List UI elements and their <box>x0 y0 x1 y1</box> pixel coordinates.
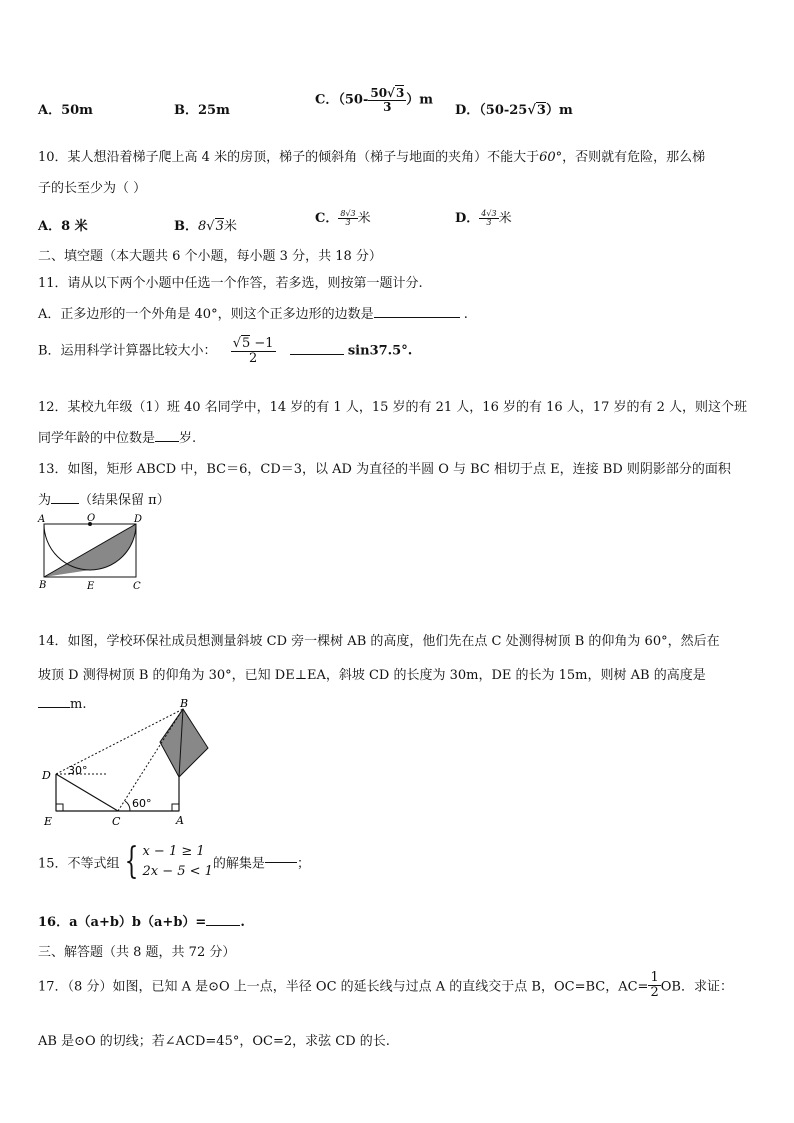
answer-blank[interactable] <box>374 317 460 318</box>
q10-option-c: C． $\frac{8√3}{3}$ 米 <box>315 208 371 227</box>
q12-line1: 12．某校九年级（1）班 40 名同学中，14 岁的有 1 人，15 岁的有 21 人，16 岁的有 16 人，17 岁的有 2 人，则这个班 <box>38 400 748 415</box>
q16: 16．a（a+b）b（a+b）= . <box>38 915 245 930</box>
q13-label-b: B <box>39 580 47 591</box>
q11-b-fraction: $\frac{√5 -1}{2}$ <box>232 336 274 366</box>
q14-label-a: A <box>176 814 184 827</box>
answer-blank[interactable] <box>51 503 79 504</box>
q9-option-b: B．25m <box>174 103 230 118</box>
q15: 15．不等式组 { x − 1 ≥ 1 2x − 5 < 1 的解集是 ； <box>38 841 310 882</box>
q14-line3: m. <box>38 697 86 712</box>
q9-option-d: D．（50-25√3）m <box>455 103 573 118</box>
q10-option-a: A．8 米 <box>38 219 88 234</box>
q14-angle-60: 60° <box>132 797 152 810</box>
q14-label-d: D <box>42 769 51 782</box>
q14-label-c: C <box>112 815 121 828</box>
q12-line2: 同学年龄的中位数是 岁. <box>38 431 197 446</box>
section2-heading: 二、填空题（本大题共 6 个小题，每小题 3 分，共 18 分） <box>38 249 382 264</box>
q11-a: A．正多边形的一个外角是 40°，则这个正多边形的边数是 . <box>38 307 468 322</box>
q11-intro: 11．请从以下两个小题中任选一个作答，若多选，则按第一题计分. <box>38 276 423 291</box>
q9-option-a: A．50m <box>38 103 93 118</box>
q15-system: x − 1 ≥ 1 2x − 5 < 1 <box>142 844 213 879</box>
q14-slope-cd <box>56 774 118 811</box>
q13-label-d: D <box>134 514 143 525</box>
q14-line1: 14．如图，学校环保社成员想测量斜坡 CD 旁一棵树 AB 的高度，他们先在点 C 处测得树顶 B 的仰角为 60°，然后在 <box>38 634 720 649</box>
q15-brace: { <box>124 841 138 882</box>
q17-fraction: $\frac{1}{2}$ <box>650 970 659 1000</box>
answer-blank[interactable] <box>265 862 297 863</box>
q13-label-o: O <box>87 513 96 524</box>
q10-line1: 10．某人想沿着梯子爬上高 4 米的房顶，梯子的倾斜角（梯子与地面的夹角）不能大于60°，否则就有危险，那么梯 <box>38 150 706 165</box>
q13-figure <box>36 512 150 592</box>
answer-blank[interactable] <box>206 925 240 926</box>
q14-angle-30: 30° <box>68 764 88 777</box>
q10-option-b: B．8√3米 <box>174 219 237 234</box>
q13-label-e: E <box>87 581 95 592</box>
q14-label-e: E <box>44 815 53 828</box>
section3-heading: 三、解答题（共 8 题，共 72 分） <box>38 945 236 960</box>
q9-c-fraction: $\frac{50√3}{3}$ <box>370 86 405 114</box>
q14-right-angle-e <box>56 804 63 811</box>
q14-tree-crown <box>160 709 208 777</box>
q9-option-c: C．（50- $\frac{50√3}{3}$ ）m <box>315 86 434 114</box>
q10-option-d: D． $\frac{4√3}{3}$ 米 <box>455 208 512 227</box>
q14-line2: 坡顶 D 测得树顶 B 的仰角为 30°，已知 DE⊥EA，斜坡 CD 的长度为 30m，DE 的长为 15m，则树 AB 的高度是 <box>38 668 706 683</box>
q14-label-b: B <box>180 697 189 710</box>
q17-line2: AB 是⊙O 的切线；若∠ACD=45°，OC=2，求弦 CD 的长. <box>38 1034 390 1049</box>
answer-blank[interactable] <box>290 354 344 355</box>
q13-line1: 13．如图，矩形 ABCD 中，BC＝6，CD＝3，以 AD 为直径的半圆 O 与 BC 相切于点 E，连接 BD 则阴影部分的面积 <box>38 462 731 477</box>
q14-figure <box>38 694 214 828</box>
q13-label-c: C <box>133 581 141 592</box>
q14-right-angle-a <box>172 804 179 811</box>
q13-label-a: A <box>38 514 46 525</box>
q13-line2: 为 （结果保留 π） <box>38 493 170 508</box>
answer-blank[interactable] <box>155 441 179 442</box>
q14-angle-arc-60 <box>125 801 130 811</box>
q17-line1: 17．（8 分）如图，已知 A 是⊙O 上一点，半径 OC 的延长线与过点 A 的直线交于点 B，OC=BC，AC= $\frac{1}{2}$ OB．求证： <box>38 970 733 1000</box>
q11-b: B．运用科学计算器比较大小： $\frac{√5 -1}{2}$ sin37.5°. <box>38 336 413 366</box>
q10-line2: 子的长至少为（ ） <box>38 181 147 196</box>
